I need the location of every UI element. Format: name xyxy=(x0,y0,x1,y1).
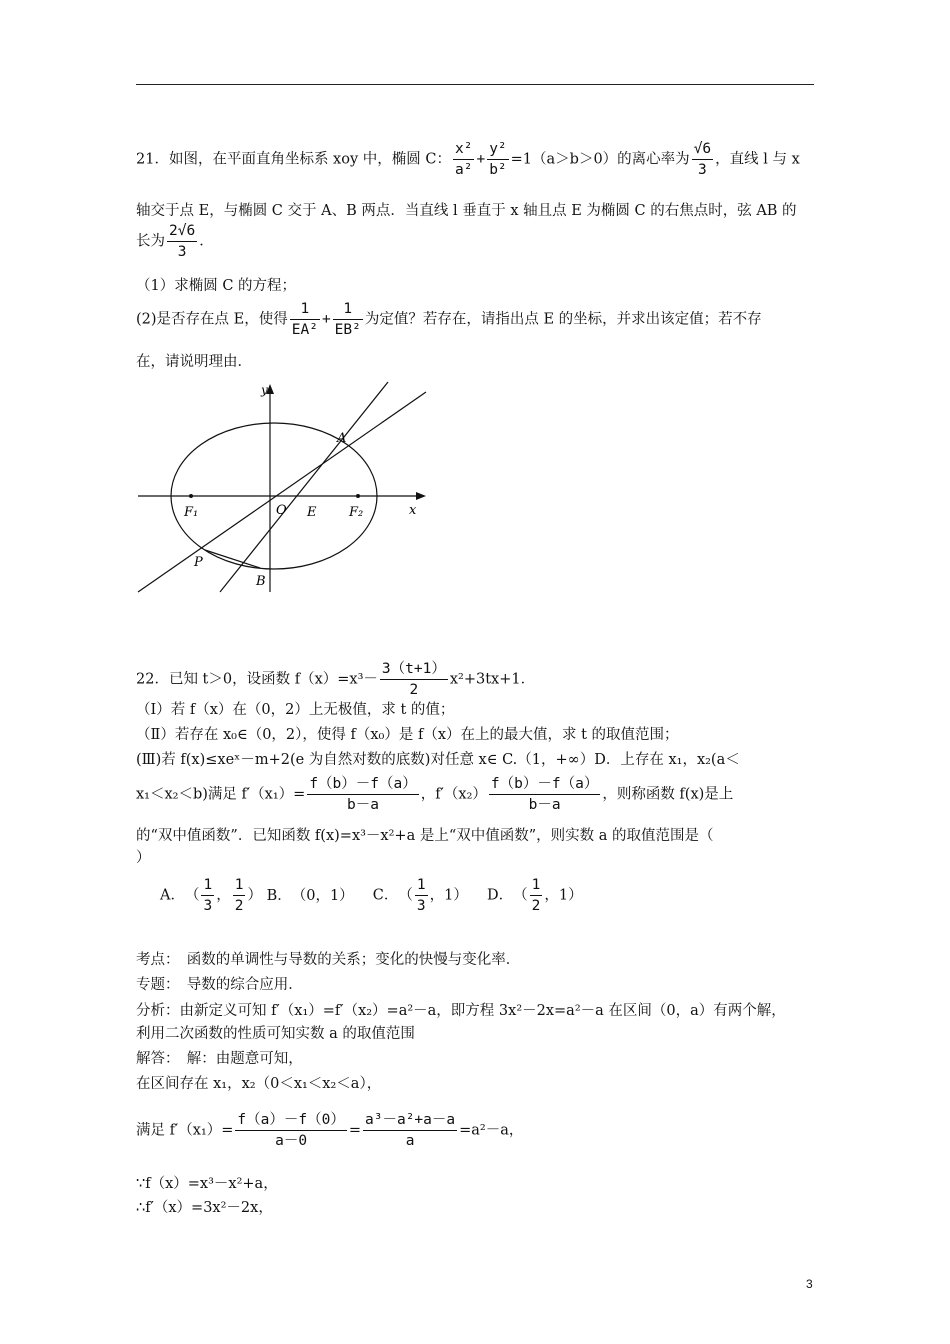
sol-hence: ∴f′（x）=3x²－2x， xyxy=(136,1200,273,1216)
choice-a: A． （ $\frac{1}{3}$ ， $\frac{1}{2}$ ） xyxy=(160,877,262,914)
label-y: y xyxy=(261,383,268,397)
choice-a-frac2: $\frac{1}{2}$ xyxy=(234,877,244,914)
q22-sub1: （Ⅰ）若 f（x）在（0，2）上无极值，求 t 的值； xyxy=(136,702,455,718)
page-number: 3 xyxy=(806,1277,813,1291)
sol-fenxi-2: 利用二次函数的性质可知实数 a 的取值范围 xyxy=(136,1026,415,1042)
focus-f2-point xyxy=(356,494,360,498)
q22-line6: ） xyxy=(136,850,151,866)
q22-sub3: (Ⅲ)若 f(x)≤xeˣ－m+2(e 为自然对数的底数)对任意 x∈ C.（1，+∞）D．上存在 x₁，x₂(a＜ xyxy=(136,752,740,768)
sol-manzu: 满足 f′（x₁）= $\frac{f(a)-f(0)}{a-0}$ = $\frac{\text{a³－a²+a－a}}{a}$ =a²－a， xyxy=(136,1112,524,1149)
label-f1: F₁ xyxy=(184,505,199,520)
choice-d: D． （ $\frac{1}{2}$ ，1） xyxy=(486,877,583,914)
fraction-fb-fa-1: $\frac{f(b)-f(a)}{b-a}$ xyxy=(309,776,417,813)
sol-zhuanti: 专题： 导数的综合应用． xyxy=(136,977,303,993)
choice-d-frac: $\frac{1}{2}$ xyxy=(531,877,541,914)
line-l xyxy=(220,382,388,592)
q22-choices xyxy=(160,876,583,915)
sol-since: ∵f（x）=x³－x²+a， xyxy=(136,1176,278,1192)
fraction-a3: $\frac{\text{a³－a²+a－a}}{a}$ xyxy=(365,1112,456,1149)
fraction-1-ea2: $\frac{1}{\text{EA²}}$ xyxy=(291,301,318,338)
sol-cunzai: 在区间存在 x₁，x₂（0＜x₁＜x₂＜a）， xyxy=(136,1076,382,1092)
fraction-y2-b2: $\frac{\text{y²}}{\text{b²}}$ xyxy=(489,141,507,178)
choice-b: B． （0，1） xyxy=(266,887,354,904)
fraction-sqrt6-3: $\frac{√6}{3}$ xyxy=(693,141,712,178)
label-o: O xyxy=(276,503,287,518)
choice-a-frac1: $\frac{1}{3}$ xyxy=(203,877,213,914)
fraction-fa-f0: $\frac{f(a)-f(0)}{a-0}$ xyxy=(237,1112,345,1149)
ellipse-figure xyxy=(136,378,432,596)
q21-part1: （1）求椭圆 C 的方程； xyxy=(136,278,297,294)
focus-f1-point xyxy=(189,494,193,498)
q22-line5: 的“双中值函数”．已知函数 f(x)=x³－x²+a 是上“双中值函数”，则实数 a 的取值范围是（ xyxy=(136,828,714,844)
q22-line4: x₁＜x₂＜b)满足 f′（x₁）= $\frac{f(b)-f(a)}{b-a}$ ，f′（x₂） $\frac{f(b)-f(a)}{b-a}$ ，则称函数 f(x)是上 xyxy=(136,776,734,813)
fraction-3t1-2: $\frac{3(t+1)}{2}$ xyxy=(381,661,446,698)
choice-c: C． （ $\frac{1}{3}$ ，1） xyxy=(372,877,468,914)
q22-line1: 22．已知 t＞0，设函数 f（x）=x³－ $\frac{3(t+1)}{2}$ x²+3tx+1． xyxy=(136,661,536,698)
line-oa xyxy=(138,392,426,592)
label-f2: F₂ xyxy=(349,505,364,520)
header-rule xyxy=(136,84,814,85)
fraction-x2-a2: $\frac{\text{x²}}{\text{a²}}$ xyxy=(454,141,473,178)
q21-line2: 轴交于点 E，与椭圆 C 交于 A、B 两点．当直线 l 垂直于 x 轴且点 E 为椭圆 C 的右焦点时，弦 AB 的 xyxy=(136,203,797,219)
choice-c-frac: $\frac{1}{3}$ xyxy=(416,877,426,914)
fraction-2sqrt6-3: $\frac{2√6}{3}$ xyxy=(169,223,196,260)
label-a: A xyxy=(337,431,347,446)
sol-jieda: 解答： 解：由题意可知， xyxy=(136,1051,303,1067)
sol-kaodian: 考点： 函数的单调性与导数的关系；变化的快慢与变化率． xyxy=(136,952,521,968)
sol-fenxi-1: 分析：由新定义可知 f′（x₁）=f′（x₂）=a²－a，即方程 3x²－2x=a²－a 在区间（0，a）有两个解， xyxy=(136,1003,786,1019)
q21-part2-line1: (2)是否存在点 E，使得 $\frac{1}{\text{EA²}}$ + $\frac{1}{\text{EB²}}$ 为定值？若存在，请指出点 E 的坐标，并求出该定值；若不存 xyxy=(136,301,762,338)
fraction-1-eb2: $\frac{1}{\text{EB²}}$ xyxy=(334,301,361,338)
q22-sub2: （Ⅱ）若存在 x₀∈（0，2），使得 f（x₀）是 f（x）在上的最大值，求 t 的取值范围； xyxy=(136,727,679,743)
q21-line3: 长为 $\frac{2√6}{3}$ ． xyxy=(136,223,214,260)
label-b: B xyxy=(256,574,266,589)
label-x: x xyxy=(409,503,417,518)
label-p: P xyxy=(194,555,203,570)
x-axis-arrow xyxy=(416,492,426,500)
fraction-fb-fa-2: $\frac{f(b)-f(a)}{b-a}$ xyxy=(490,776,599,813)
label-e: E xyxy=(307,505,317,520)
q21-line1: 21．如图，在平面直角坐标系 xoy 中，椭圆 C： $\frac{\text{x²}}{\text{a²}}$ + $\frac{\text{y²}}{\text{b²}}$ =1（a＞b＞0）的离心率为 $\frac{√6}{3}$ ，直线 l 与 x xyxy=(136,141,800,178)
q21-part2-line2: 在，请说明理由． xyxy=(136,354,252,370)
